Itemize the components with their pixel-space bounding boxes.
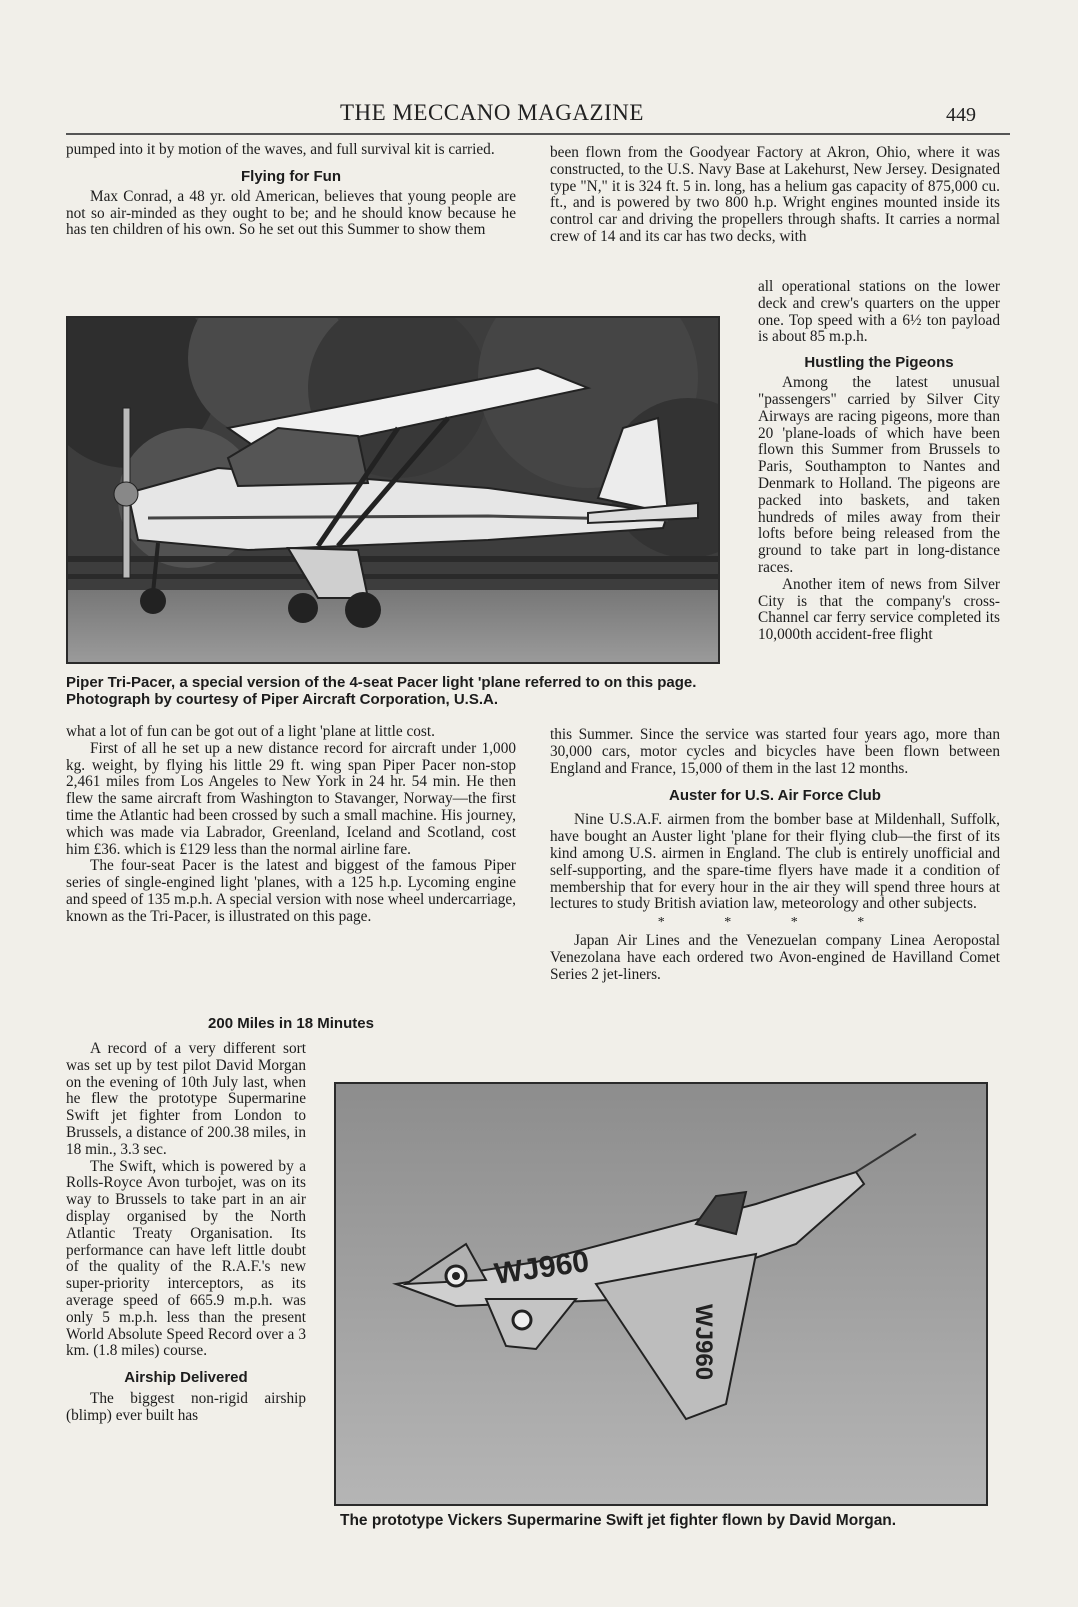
piper-tri-pacer-illustration — [68, 318, 718, 662]
section-divider-stars: * * * * — [657, 915, 893, 931]
right-mid-column — [550, 727, 1000, 984]
paragraph: The Swift, which is powered by a Rolls-Royce Avon turbojet, was on its way to Brussels to take part in an air display organised by the North Atlantic Treaty Organisation. Its performance can have left little doubt of the quality of the R.A.F.'s new super-priority interceptors, as its average speed of 665.9 m.p.h. was only 5 m.p.h. less than the present World Absolute Speed Record over a 3 km. (1.8 miles) course. — [66, 1157, 306, 1360]
paragraph: Nine U.S.A.F. airmen from the bomber base at Mildenhall, Suffolk, have bought an Auster light 'plane for their flying club—the first of its kind among U.S. airmen in England. The club is entirely unofficial and self-supporting, and the spare-time flyers have made it a condition of membership that for every hour in the air they will spend three hours at lectures to study British aviation law, meteorology and other subjects. — [550, 811, 1000, 913]
supermarine-swift-illustration — [336, 1084, 986, 1504]
left-bottom-column — [66, 1041, 306, 1425]
supermarine-swift-photo — [334, 1082, 988, 1506]
paragraph: Among the latest unusual "passengers" carried by Silver City Airways are racing pigeons, more than 20 'plane-loads of which have been flown this Summer from Brussels to Paris, Southampton to Nantes and Denmark to Holland. The pigeons are packed into baskets, and taken hundreds of miles away from their lofts before being released from the ground to take part in long-distance races. — [758, 374, 1000, 576]
section-heading: Auster for U.S. Air Force Club — [669, 787, 881, 805]
paragraph: First of all he set up a new distance record for aircraft under 1,000 kg. weight, by flying his little 29 ft. wing span Piper Pacer non-stop 2,461 miles from Los Angeles to New York in 24 hr. 54 min. He then flew the same aircraft from Washington to Stavanger, Norway—the first time the Atlantic had been crossed by such a small machine. His journey, which was made via Labrador, Greenland, Iceland and Scotland, cost him £36. which is £129 less than the normal airline fare. — [66, 739, 516, 858]
header-rule — [66, 133, 1010, 135]
paragraph: The four-seat Pacer is the latest and biggest of the famous Piper series of single-engined light 'planes, with a 125 h.p. Lycoming engine and speed of 135 m.p.h. A special version with nose wheel undercarriage, known as the Tri-Pacer, is illustrated on this page. — [66, 857, 516, 925]
section-heading: Hustling the Pigeons — [804, 354, 954, 372]
paragraph: The biggest non-rigid airship (blimp) ever built has — [66, 1390, 306, 1424]
paragraph: what a lot of fun can be got out of a light 'plane at little cost. — [66, 723, 435, 740]
paragraph: all operational stations on the lower deck and crew's quarters on the upper one. Top speed with a 6½ ton payload is about 85 m.p.h. — [758, 278, 1000, 346]
paragraph: this Summer. Since the service was started four years ago, more than 30,000 cars, motor cycles and bicycles have been flown between England and France, 15,000 of them in the last 12 months. — [550, 726, 1000, 777]
section-heading: Flying for Fun — [241, 167, 341, 185]
section-heading: 200 Miles in 18 Minutes — [208, 1015, 374, 1032]
aircraft-serial-wing: WJ960 — [690, 1304, 717, 1381]
left-top-column — [66, 142, 516, 239]
paragraph: pumped into it by motion of the waves, and full survival kit is carried. — [66, 141, 495, 158]
paragraph: A record of a very different sort was set up by test pilot David Morgan on the evening of 10th July last, when he flew the prototype Supermarine Swift jet fighter from London to Brussels, a distance of 200.38 miles, in 18 min., 3.3 sec. — [66, 1040, 306, 1158]
magazine-title: THE MECCANO MAGAZINE — [340, 100, 644, 125]
right-narrow-column — [758, 279, 1000, 644]
section-heading: Airship Delivered — [124, 1369, 248, 1387]
page-number: 449 — [946, 104, 976, 126]
paragraph: Max Conrad, a 48 yr. old American, believes that young people are not so air-minded as they ought to be; and he should know because he has ten children of his own. So he set out this Summer to show them — [66, 187, 516, 239]
right-top-column — [550, 145, 1000, 246]
photo-caption-swift: The prototype Vickers Supermarine Swift jet fighter flown by David Morgan. — [340, 1512, 897, 1529]
paragraph: been flown from the Goodyear Factory at Akron, Ohio, where it was constructed, to the U.S. Navy Base at Lakehurst, New Jersey. Designated type "N," it is 324 ft. 5 in. long, has a helium gas capacity of 875,000 cu. ft., and is powered by two 800 h.p. Wright engines mounted inside its control car and driving the propellers through shafts. It carries a normal crew of 14 and its car has two decks, with — [550, 144, 1000, 245]
paragraph: Japan Air Lines and the Venezuelan company Linea Aeropostal Venezolana have each ordered two Avon-engined de Havilland Comet Series 2 jet-liners. — [550, 932, 1000, 983]
aircraft-serial-fuselage: WJ960 — [492, 1245, 592, 1291]
piper-tri-pacer-photo — [66, 316, 720, 664]
left-mid-column — [66, 724, 516, 926]
photo-caption-piper: Piper Tri-Pacer, a special version of the 4-seat Pacer light 'plane referred to on this page. Photograph by courtesy of Piper Aircraft Corporation, U.S.A. — [66, 674, 697, 708]
paragraph: Another item of news from Silver City is that the company's cross-Channel car ferry service completed its 10,000th accident-free flight — [758, 575, 1000, 644]
